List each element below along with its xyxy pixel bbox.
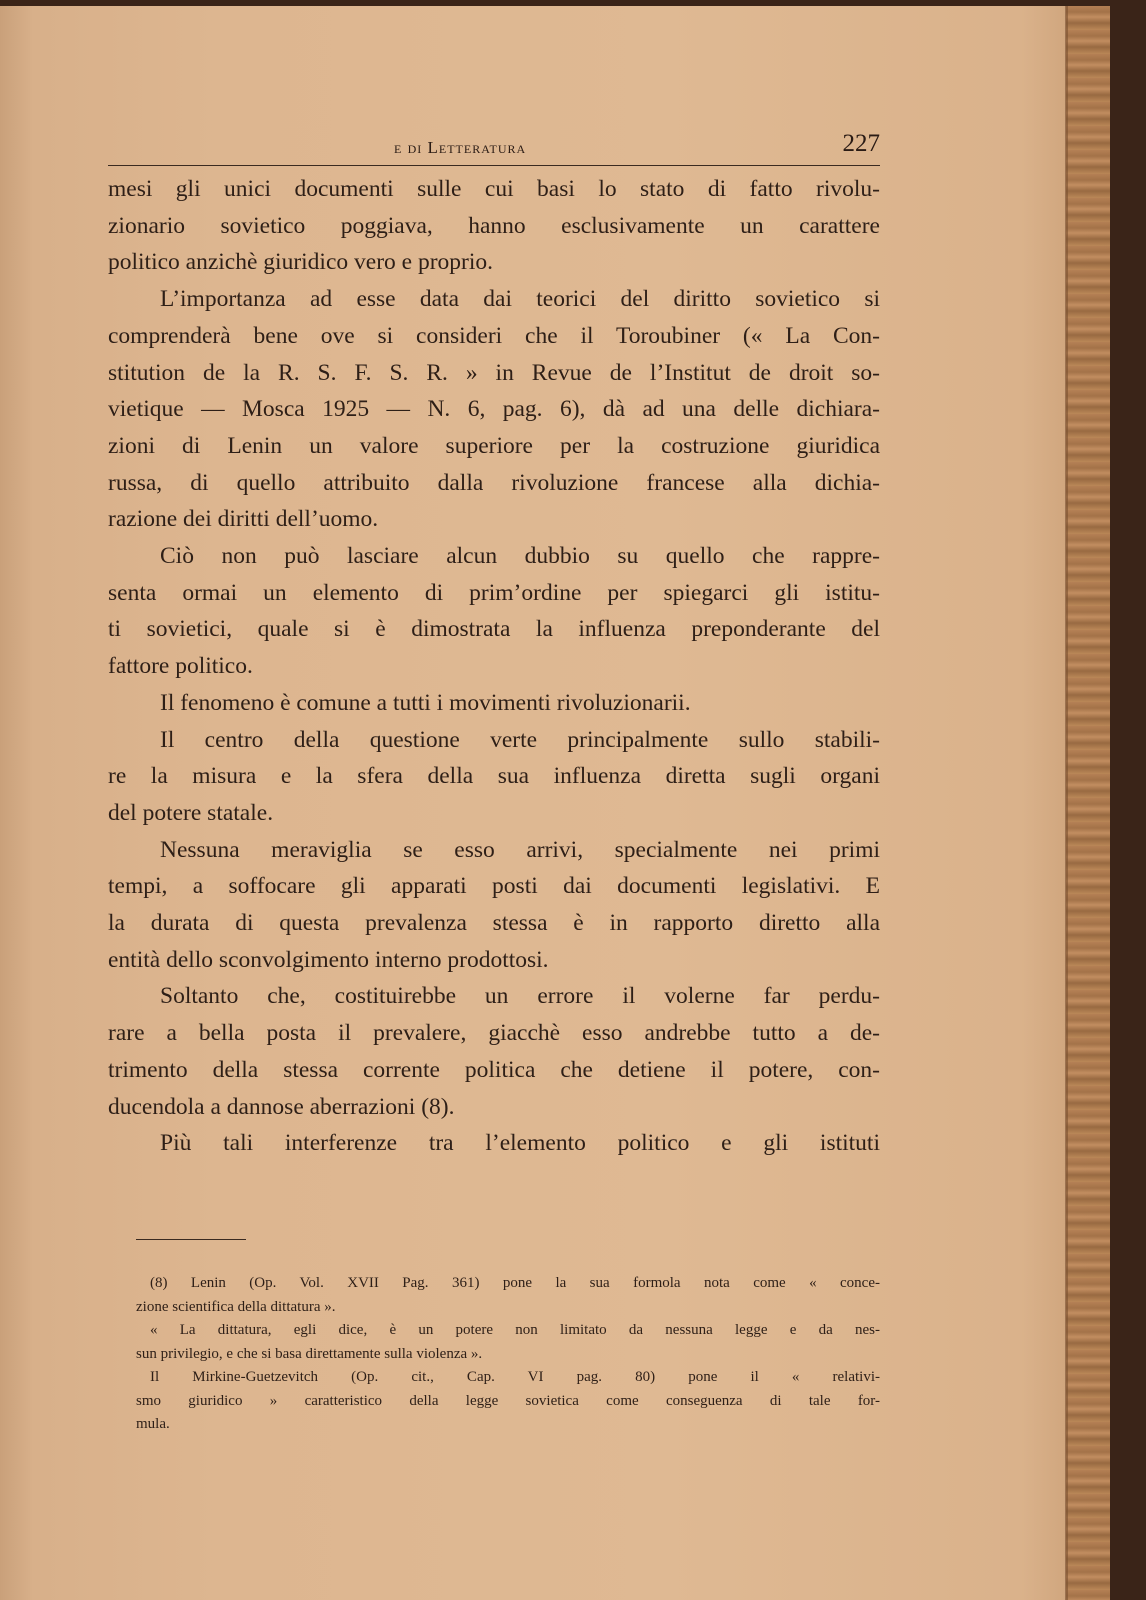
- body-line: Soltanto che, costituirebbe un errore il volerne far perdu-: [160, 983, 880, 1010]
- page-edge: [1066, 6, 1110, 1600]
- body-line: ti sovietici, quale si è dimostrata la influenza preponderante del: [108, 616, 880, 643]
- body-line: Il fenomeno è comune a tutti i movimenti rivoluzionarii.: [160, 689, 691, 716]
- body-line: la durata di questa prevalenza stessa è in rapporto diretto alla: [108, 910, 880, 937]
- footnote-line: (8) Lenin (Op. Vol. XVII Pag. 361) pone la sua formola nota come « conce-: [150, 1275, 880, 1291]
- body-line: politico anzichè giuridico vero e proprio.: [108, 249, 494, 276]
- running-header: [108, 130, 880, 164]
- body-line: del potere statale.: [108, 799, 274, 826]
- body-line: senta ormai un elemento di prim’ordine per spiegarci gli istitu-: [108, 579, 880, 606]
- body-line: L’importanza ad esse data dai teorici del diritto sovietico si: [160, 286, 880, 313]
- footnote-rule: [136, 1239, 246, 1240]
- running-title: e di Letteratura: [394, 138, 527, 157]
- body-line: re la misura e la sfera della sua influenza diretta sugli organi: [108, 763, 880, 790]
- binding-line: [1065, 6, 1068, 1600]
- footnote-line: Il Mirkine-Guetzevitch (Op. cit., Cap. VI pag. 80) pone il « relativi-: [150, 1369, 880, 1385]
- body-line: fattore politico.: [108, 653, 253, 680]
- page-number: 227: [842, 130, 880, 157]
- body-line: entità dello sconvolgimento interno prodottosi.: [108, 946, 549, 973]
- body-line: mesi gli unici documenti sulle cui basi lo stato di fatto rivolu-: [108, 176, 880, 202]
- body-line: Nessuna meraviglia se esso arrivi, specialmente nei primi: [160, 836, 880, 863]
- body-line: stitution de la R. S. F. S. R. » in Revue de l’Institut de droit so-: [108, 359, 880, 386]
- footnote-line: mula.: [136, 1416, 170, 1432]
- body-line: Ciò non può lasciare alcun dubbio su quello che rappre-: [160, 543, 880, 570]
- body-line: comprenderà bene ove si consideri che il Toroubiner (« La Con-: [108, 322, 880, 349]
- body-line: russa, di quello attribuito dalla rivoluzione francese alla dichia-: [108, 469, 880, 496]
- body-line: vietique — Mosca 1925 — N. 6, pag. 6), dà ad una delle dichiara-: [108, 396, 880, 423]
- body-line: Il centro della questione verte principalmente sullo stabili-: [160, 726, 880, 753]
- footnote-line: zione scientifica della dittatura ».: [136, 1298, 336, 1315]
- header-rule: [108, 165, 880, 166]
- body-line: tempi, a soffocare gli apparati posti dai documenti legislativi. E: [108, 873, 880, 900]
- body-line: Più tali interferenze tra l’elemento politico e gli istituti: [160, 1130, 880, 1157]
- footnote-line: « La dittatura, egli dice, è un potere non limitato da nessuna legge e da nes-: [150, 1322, 880, 1338]
- body-line: zioni di Lenin un valore superiore per la costruzione giuridica: [108, 432, 880, 459]
- body-line: zionario sovietico poggiava, hanno esclusivamente un carattere: [108, 212, 880, 239]
- footnote-line: sun privilegio, e che si basa direttamente sulla violenza ».: [136, 1345, 483, 1362]
- body-line: rare a bella posta il prevalere, giacchè esso andrebbe tutto a de-: [108, 1020, 880, 1047]
- body-line: trimento della stessa corrente politica che detiene il potere, con-: [108, 1056, 880, 1083]
- body-line: ducendola a dannose aberrazioni (8).: [108, 1093, 455, 1120]
- footnote-line: smo giuridico » caratteristico della legge sovietica come conseguenza di tale for-: [136, 1392, 880, 1409]
- footnotes: [136, 1272, 880, 1437]
- book-page: [0, 6, 1110, 1600]
- body-line: razione dei diritti dell’uomo.: [108, 506, 379, 533]
- body-text: [108, 171, 880, 1162]
